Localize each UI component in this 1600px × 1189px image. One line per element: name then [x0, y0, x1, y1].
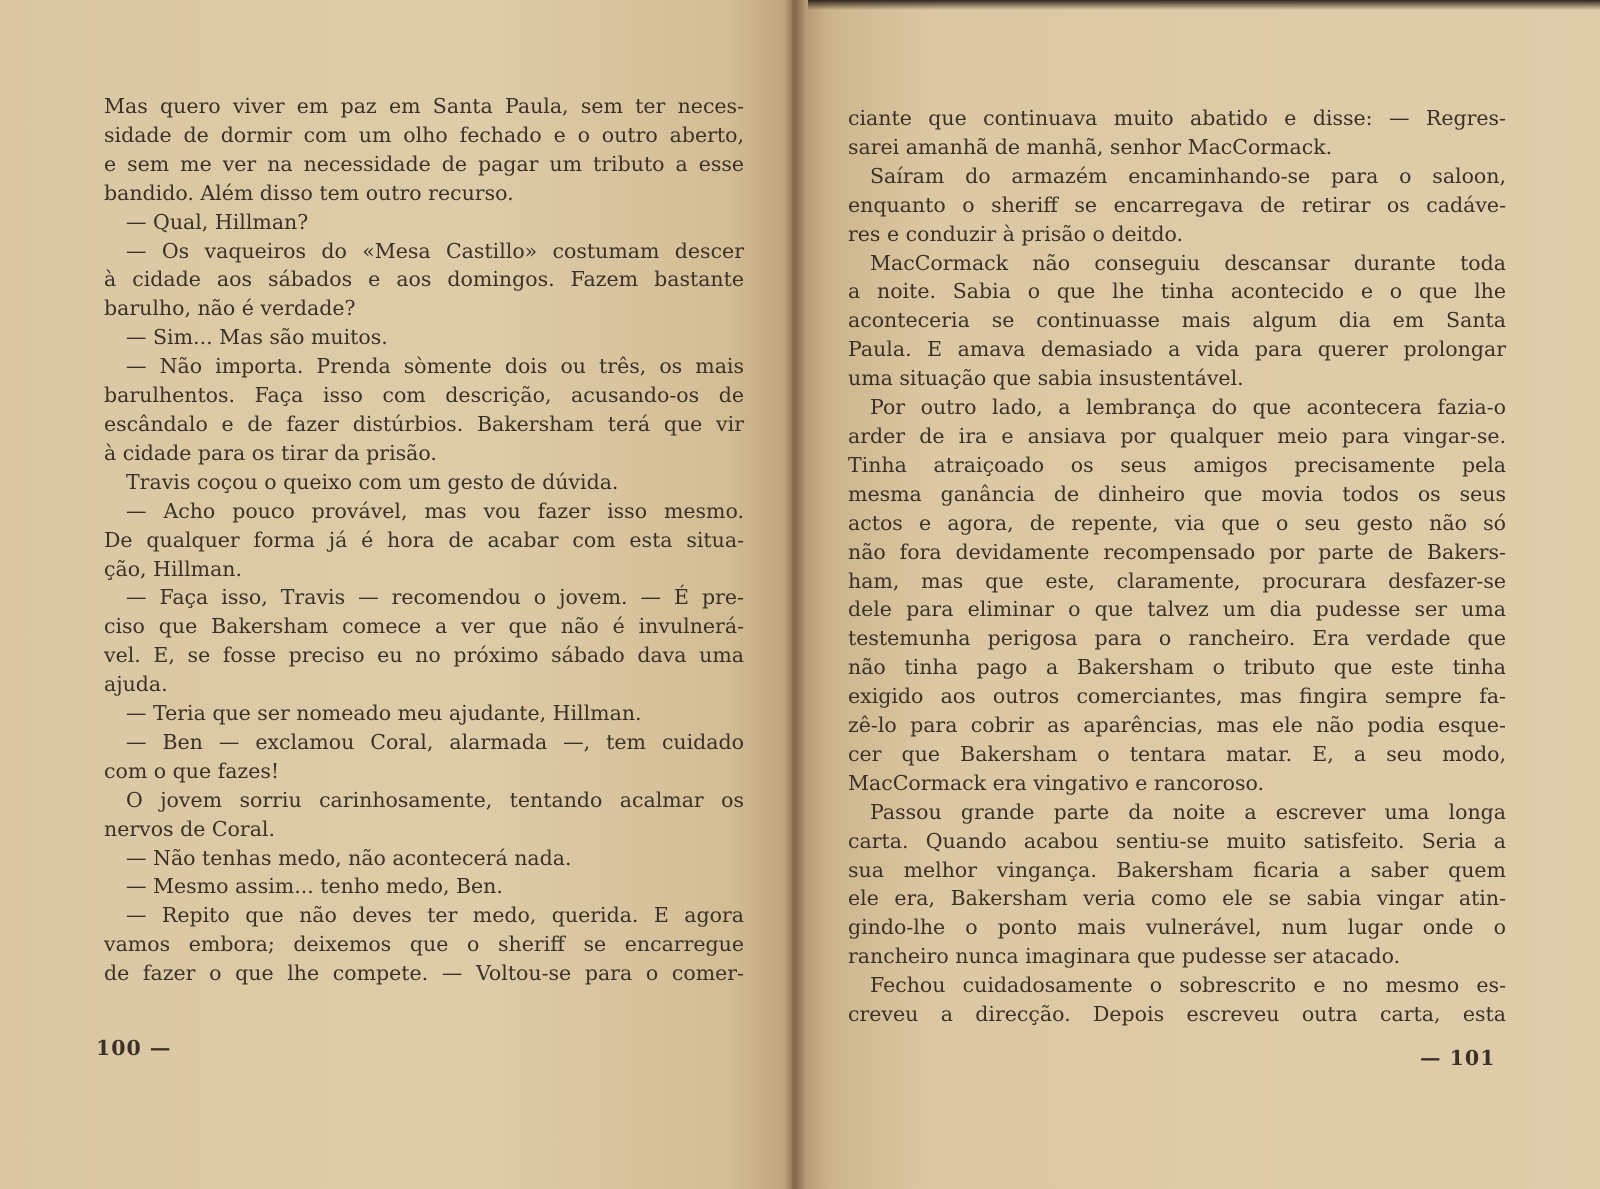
text-line: ciante que continuava muito abatido e disse: — Regres- — [848, 106, 1506, 130]
text-line: MacCormack era vingativo e rancoroso. — [848, 770, 1265, 795]
text-line: res e conduzir à prisão o deitdo. — [848, 221, 1183, 246]
text-line: ele era, Bakersham veria como ele se sabia vingar atin- — [848, 886, 1506, 911]
text-line: enquanto o sheriff se encarregava de retirar os cadáve- — [848, 192, 1506, 217]
text-line: rancheiro nunca imaginara que pudesse ser atacado. — [848, 944, 1401, 969]
text-line: ham, mas que este, claramente, procurara desfazer-se — [848, 568, 1506, 593]
text-line: sua melhor vingança. Bakersham ficaria a saber quem — [848, 857, 1506, 882]
text-line: De qualquer forma já é hora de acabar com esta situa- — [104, 527, 744, 552]
text-line: barulho, não é verdade? — [104, 296, 356, 321]
text-line: Passou grande parte da noite a escrever uma longa — [870, 799, 1506, 824]
text-line: uma situação que sabia insustentável. — [848, 366, 1244, 391]
text-line: arder de ira e ansiava por qualquer meio para vingar-se. — [848, 423, 1506, 448]
text-line: gindo-lhe o ponto mais vulnerável, num lugar onde o — [848, 915, 1506, 940]
left-page — [0, 0, 792, 1189]
text-line: cer que Bakersham o tentara matar. E, a seu modo, — [848, 741, 1506, 766]
text-line: a noite. Sabia o que lhe tinha acontecido e o que lhe — [848, 279, 1506, 304]
text-line: dele para eliminar o que talvez um dia pudesse ser uma — [848, 597, 1506, 622]
text-line: sarei amanhã de manhã, senhor MacCormack. — [848, 134, 1333, 159]
text-line: Saíram do armazém encaminhando-se para o saloon, — [870, 163, 1506, 188]
text-line: escândalo e de fazer distúrbios. Bakersham terá que vir — [104, 411, 744, 436]
text-line: Travis coçou o queixo com um gesto de dúvida. — [126, 469, 619, 494]
text-line: vel. E, se fosse preciso eu no próximo sábado dava uma — [104, 643, 744, 668]
text-line: mesma ganância de dinheiro que movia todos os seus — [848, 481, 1506, 506]
right-page-number: — 101 — [1420, 1046, 1496, 1070]
text-line: com o que fazes! — [104, 758, 280, 783]
text-line: exigido aos outros comerciantes, mas fingira sempre fa- — [848, 684, 1506, 709]
text-line: O jovem sorriu carinhosamente, tentando acalmar os — [126, 787, 744, 812]
text-line: — Teria que ser nomeado meu ajudante, Hillman. — [126, 701, 642, 726]
text-line: Por outro lado, a lembrança do que acontecera fazia-o — [870, 395, 1506, 420]
text-line: ajuda. — [104, 672, 168, 697]
text-line: — Sim... Mas são muitos. — [126, 325, 388, 350]
text-line: testemunha perigosa para o rancheiro. Era verdade que — [848, 626, 1506, 651]
text-line: Tinha atraiçoado os seus amigos precisamente pela — [848, 452, 1506, 477]
text-line: — Repito que não deves ter medo, querida. E agora — [126, 903, 744, 928]
text-line: nervos de Coral. — [104, 816, 275, 841]
text-line: — Ben — exclamou Coral, alarmada —, tem cuidado — [126, 729, 744, 754]
text-line: zê-lo para cobrir as aparências, mas ele não podia esque- — [848, 713, 1506, 738]
text-line: ciso que Bakersham comece a ver que não é invulnerá- — [104, 614, 744, 639]
text-line: Fechou cuidadosamente o sobrescrito e no mesmo es- — [870, 973, 1506, 998]
left-page-text — [104, 92, 744, 988]
text-line: aconteceria se continuasse mais algum dia em Santa — [848, 308, 1506, 333]
text-line: creveu a direcção. Depois escreveu outra carta, esta — [848, 1002, 1506, 1027]
page-shadow — [808, 0, 1600, 10]
text-line: barulhentos. Faça isso com descrição, acusando-os de — [104, 383, 744, 408]
text-line: — Não tenhas medo, não acontecerá nada. — [126, 845, 572, 870]
text-line: — Qual, Hillman? — [126, 209, 309, 234]
book-gutter — [784, 0, 806, 1189]
text-line: não fora devidamente recompensado por parte de Bakers- — [848, 539, 1506, 564]
text-line: sidade de dormir com um olho fechado e o outro aberto, — [104, 122, 744, 147]
text-line: de fazer o que lhe compete. — Voltou-se para o comer- — [104, 961, 744, 986]
text-line: à cidade para os tirar da prisão. — [104, 440, 437, 465]
text-line: — Acho pouco provável, mas vou fazer isso mesmo. — [126, 498, 744, 523]
text-line: Paula. E amava demasiado a vida para querer prolongar — [848, 337, 1506, 362]
text-line: — Mesmo assim... tenho medo, Ben. — [126, 874, 503, 899]
text-line: actos e agora, de repente, via que o seu gesto não só — [848, 510, 1506, 535]
left-page-number: 100 — — [96, 1036, 172, 1060]
text-line: MacCormack não conseguiu descansar durante toda — [870, 250, 1506, 275]
text-line: bandido. Além disso tem outro recurso. — [104, 180, 514, 205]
text-line: e sem me ver na necessidade de pagar um tributo a esse — [104, 151, 744, 176]
text-line: ção, Hillman. — [104, 556, 243, 581]
text-line: à cidade aos sábados e aos domingos. Fazem bastante — [104, 267, 744, 292]
text-line: — Faça isso, Travis — recomendou o jovem. — É pre- — [126, 585, 744, 610]
text-line: Mas quero viver em paz em Santa Paula, sem ter neces- — [104, 94, 744, 118]
text-line: carta. Quando acabou sentiu-se muito satisfeito. Seria a — [848, 828, 1506, 853]
right-page — [792, 0, 1600, 1189]
text-line: — Não importa. Prenda sòmente dois ou três, os mais — [126, 354, 744, 379]
text-line: — Os vaqueiros do «Mesa Castillo» costumam descer — [126, 238, 744, 263]
right-page-text — [848, 104, 1506, 1029]
text-line: não tinha pago a Bakersham o tributo que este tinha — [848, 655, 1506, 680]
text-line: vamos embora; deixemos que o sheriff se encarregue — [104, 932, 744, 957]
